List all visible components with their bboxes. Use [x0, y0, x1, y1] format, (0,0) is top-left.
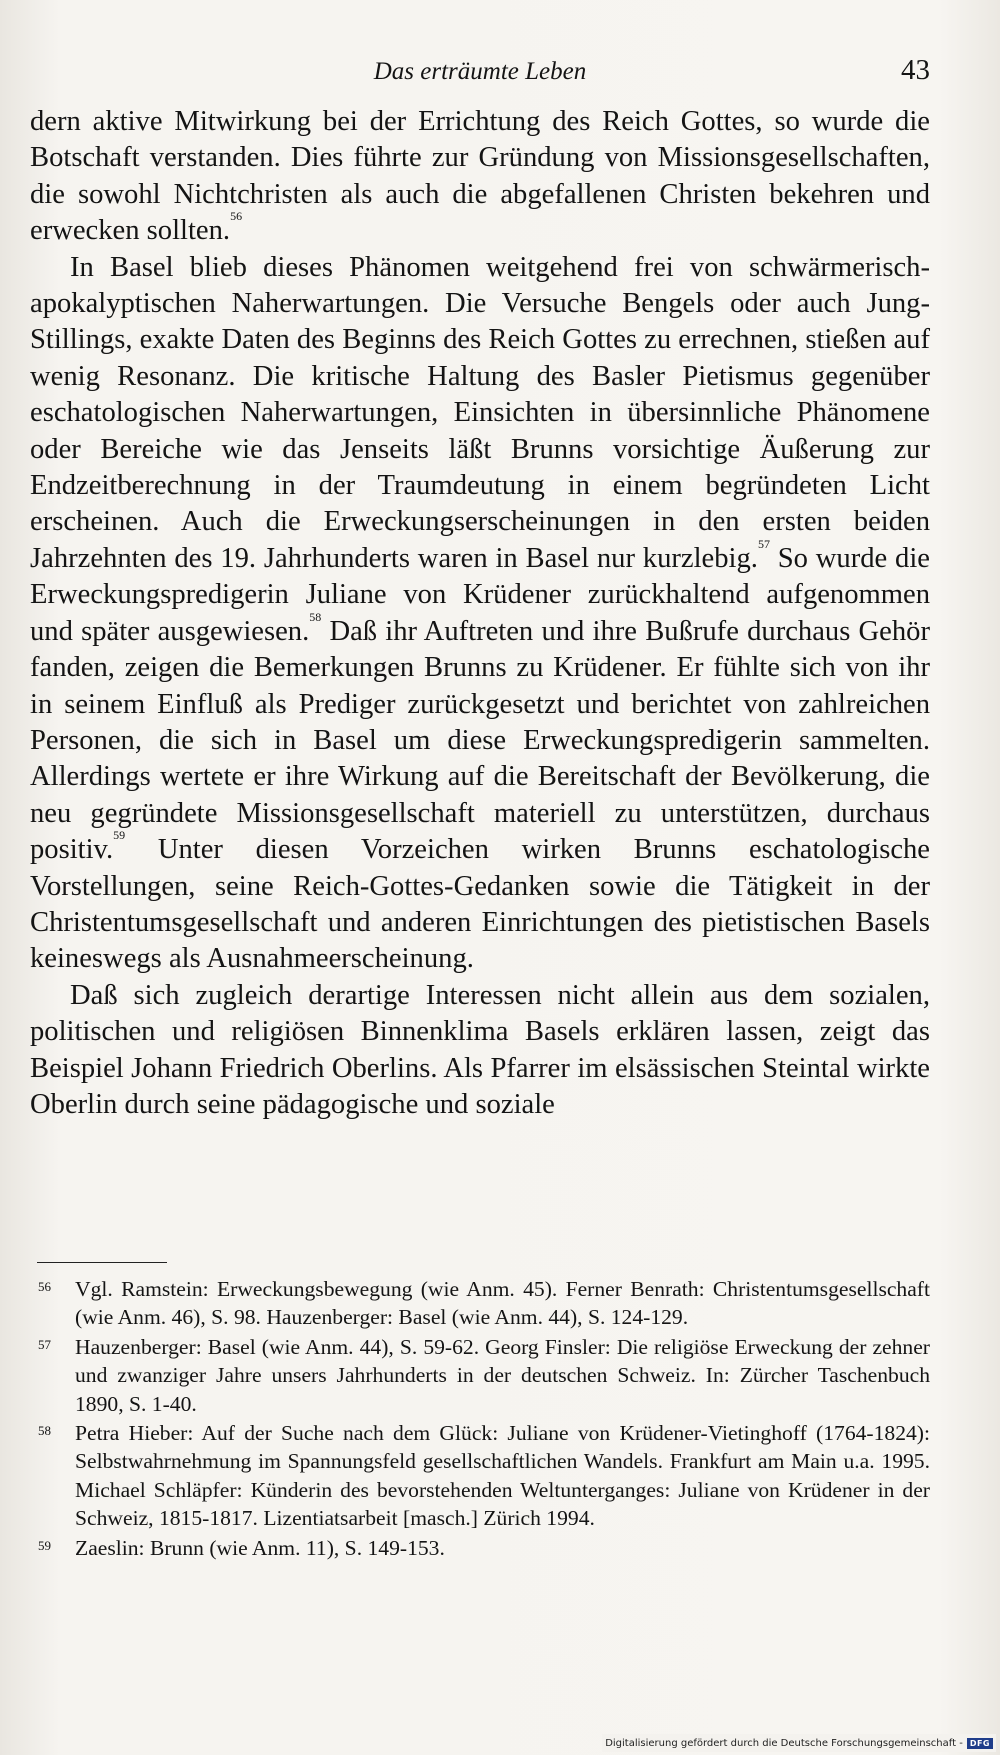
paragraph-3	[30, 978, 930, 1124]
footnote-number: 57	[38, 1336, 51, 1352]
running-title: Das erträumte Leben	[373, 58, 587, 85]
page-number: 43	[901, 54, 930, 86]
footnote-text: Vgl. Ramstein: Erweckungsbewegung (wie Anm. 45). Ferner Benrath: Christentumsgesellschaft (wie Anm. 46), S. 98. Hauzenberger: Basel (wie Anm. 44), S. 124-129.	[75, 1277, 930, 1330]
footnote-divider	[37, 1262, 167, 1263]
footnote-57	[38, 1333, 930, 1418]
footnote-ref-59[interactable]: 59	[113, 828, 126, 843]
paragraph-2-text-d: Unter diesen Vorzeichen wirken Brunns eschatologische Vorstellungen, seine Reich-Gottes-Gedanken sowie die Tätigkeit in der Christentumsgesellschaft und anderen Einrichtungen des pietistischen Basels keineswegs als Ausnahmeerscheinung.	[30, 834, 930, 975]
page-header	[30, 54, 930, 94]
footnote-58	[38, 1419, 930, 1533]
footnote-59	[38, 1534, 930, 1562]
footnotes	[38, 1275, 930, 1563]
footnote-number: 58	[38, 1423, 51, 1439]
paragraph-3-text: Daß sich zugleich derartige Interessen nicht allein aus dem sozialen, politischen und religiösen Binnenklima Basels erklären lassen, zeigt das Beispiel Johann Friedrich Oberlins. Als Pfarrer im elsässischen Steintal wirkte Oberlin durch seine pädagogische und soziale	[30, 979, 930, 1120]
paragraph-1-text: dern aktive Mitwirkung bei der Errichtung des Reich Gottes, so wurde die Botschaft verstanden. Dies führte zur Gründung von Missionsgesellschaften, die sowohl Nichtchristen als auch die abgefallenen Christen bekehren und erwecken sollten.	[30, 106, 930, 247]
body-text	[30, 104, 930, 1123]
footnote-ref-57[interactable]: 57	[757, 536, 770, 551]
dfg-logo-icon: DFG	[967, 1738, 993, 1749]
footnote-56	[38, 1275, 930, 1332]
credit-text: Digitalisierung gefördert durch die Deutsche Forschungsgemeinschaft -	[605, 1737, 963, 1749]
footnote-ref-58[interactable]: 58	[309, 609, 322, 624]
footnote-text: Petra Hieber: Auf der Suche nach dem Glück: Juliane von Krüdener-Vietinghoff (1764-1824): Selbstwahrnehmung im Spannungsfeld gesellschaftlichen Wandels. Frankfurt am Main u.a. 1995. Michael Schläpfer: Künderin des bevorstehenden Weltunterganges: Juliane von Krüdener in der Schweiz, 1815-1817. Lizentiatsarbeit [masch.] Zürich 1994.	[75, 1421, 930, 1531]
digitization-credit	[602, 1734, 996, 1752]
paragraph-1	[30, 104, 930, 250]
footnote-text: Zaeslin: Brunn (wie Anm. 11), S. 149-153.	[75, 1535, 445, 1560]
footnote-number: 56	[38, 1279, 51, 1294]
paragraph-2-text-c: Daß ihr Auftreten und ihre Bußrufe durchaus Gehör fanden, zeigen die Bemerkungen Brunns zu Krüdener. Er fühlte sich von ihr in seinem Einfluß als Prediger zurückgesetzt und berichtet von zahlreichen Personen, die sich in Basel um diese Erweckungspredigerin sammelten. Allerdings wertete er ihre Wirkung auf die Bereitschaft der Bevölkerung, die neu gegründete Missionsgesellschaft materiell zu unterstützen, durchaus positiv.	[30, 615, 930, 866]
paragraph-2-text-a: In Basel blieb dieses Phänomen weitgehend frei von schwärmerisch-apokalyptischen Naherwartungen. Die Versuche Bengels oder auch Jung-Stillings, exakte Daten des Beginns des Reich Gottes zu errechnen, stießen auf wenig Resonanz. Die kritische Haltung des Basler Pietismus gegenüber eschatologischen Naherwartungen, Einsichten in übersinnliche Phänomene oder Bereiche wie das Jenseits läßt Brunns vorsichtige Äußerung zur Endzeitberechnung in der Traumdeutung in einem begründeten Licht erscheinen. Auch die Erweckungserscheinungen in den ersten beiden Jahrzehnten des 19. Jahrhunderts waren in Basel nur kurzlebig.	[30, 251, 930, 574]
footnote-number: 59	[38, 1537, 51, 1553]
footnote-ref-56[interactable]: 56	[230, 209, 243, 224]
paragraph-2	[30, 250, 930, 978]
paragraph-2-text-b: So wurde die Erweckungspredigerin Juliane von Krüdener zurückhaltend aufgenommen und später ausgewiesen.	[30, 542, 930, 647]
footnote-text: Hauzenberger: Basel (wie Anm. 44), S. 59-62. Georg Finsler: Die religiöse Erweckung der zehner und zwanziger Jahre unsers Jahrhunderts in der deutschen Schweiz. In: Zürcher Taschenbuch 1890, S. 1-40.	[75, 1334, 930, 1416]
